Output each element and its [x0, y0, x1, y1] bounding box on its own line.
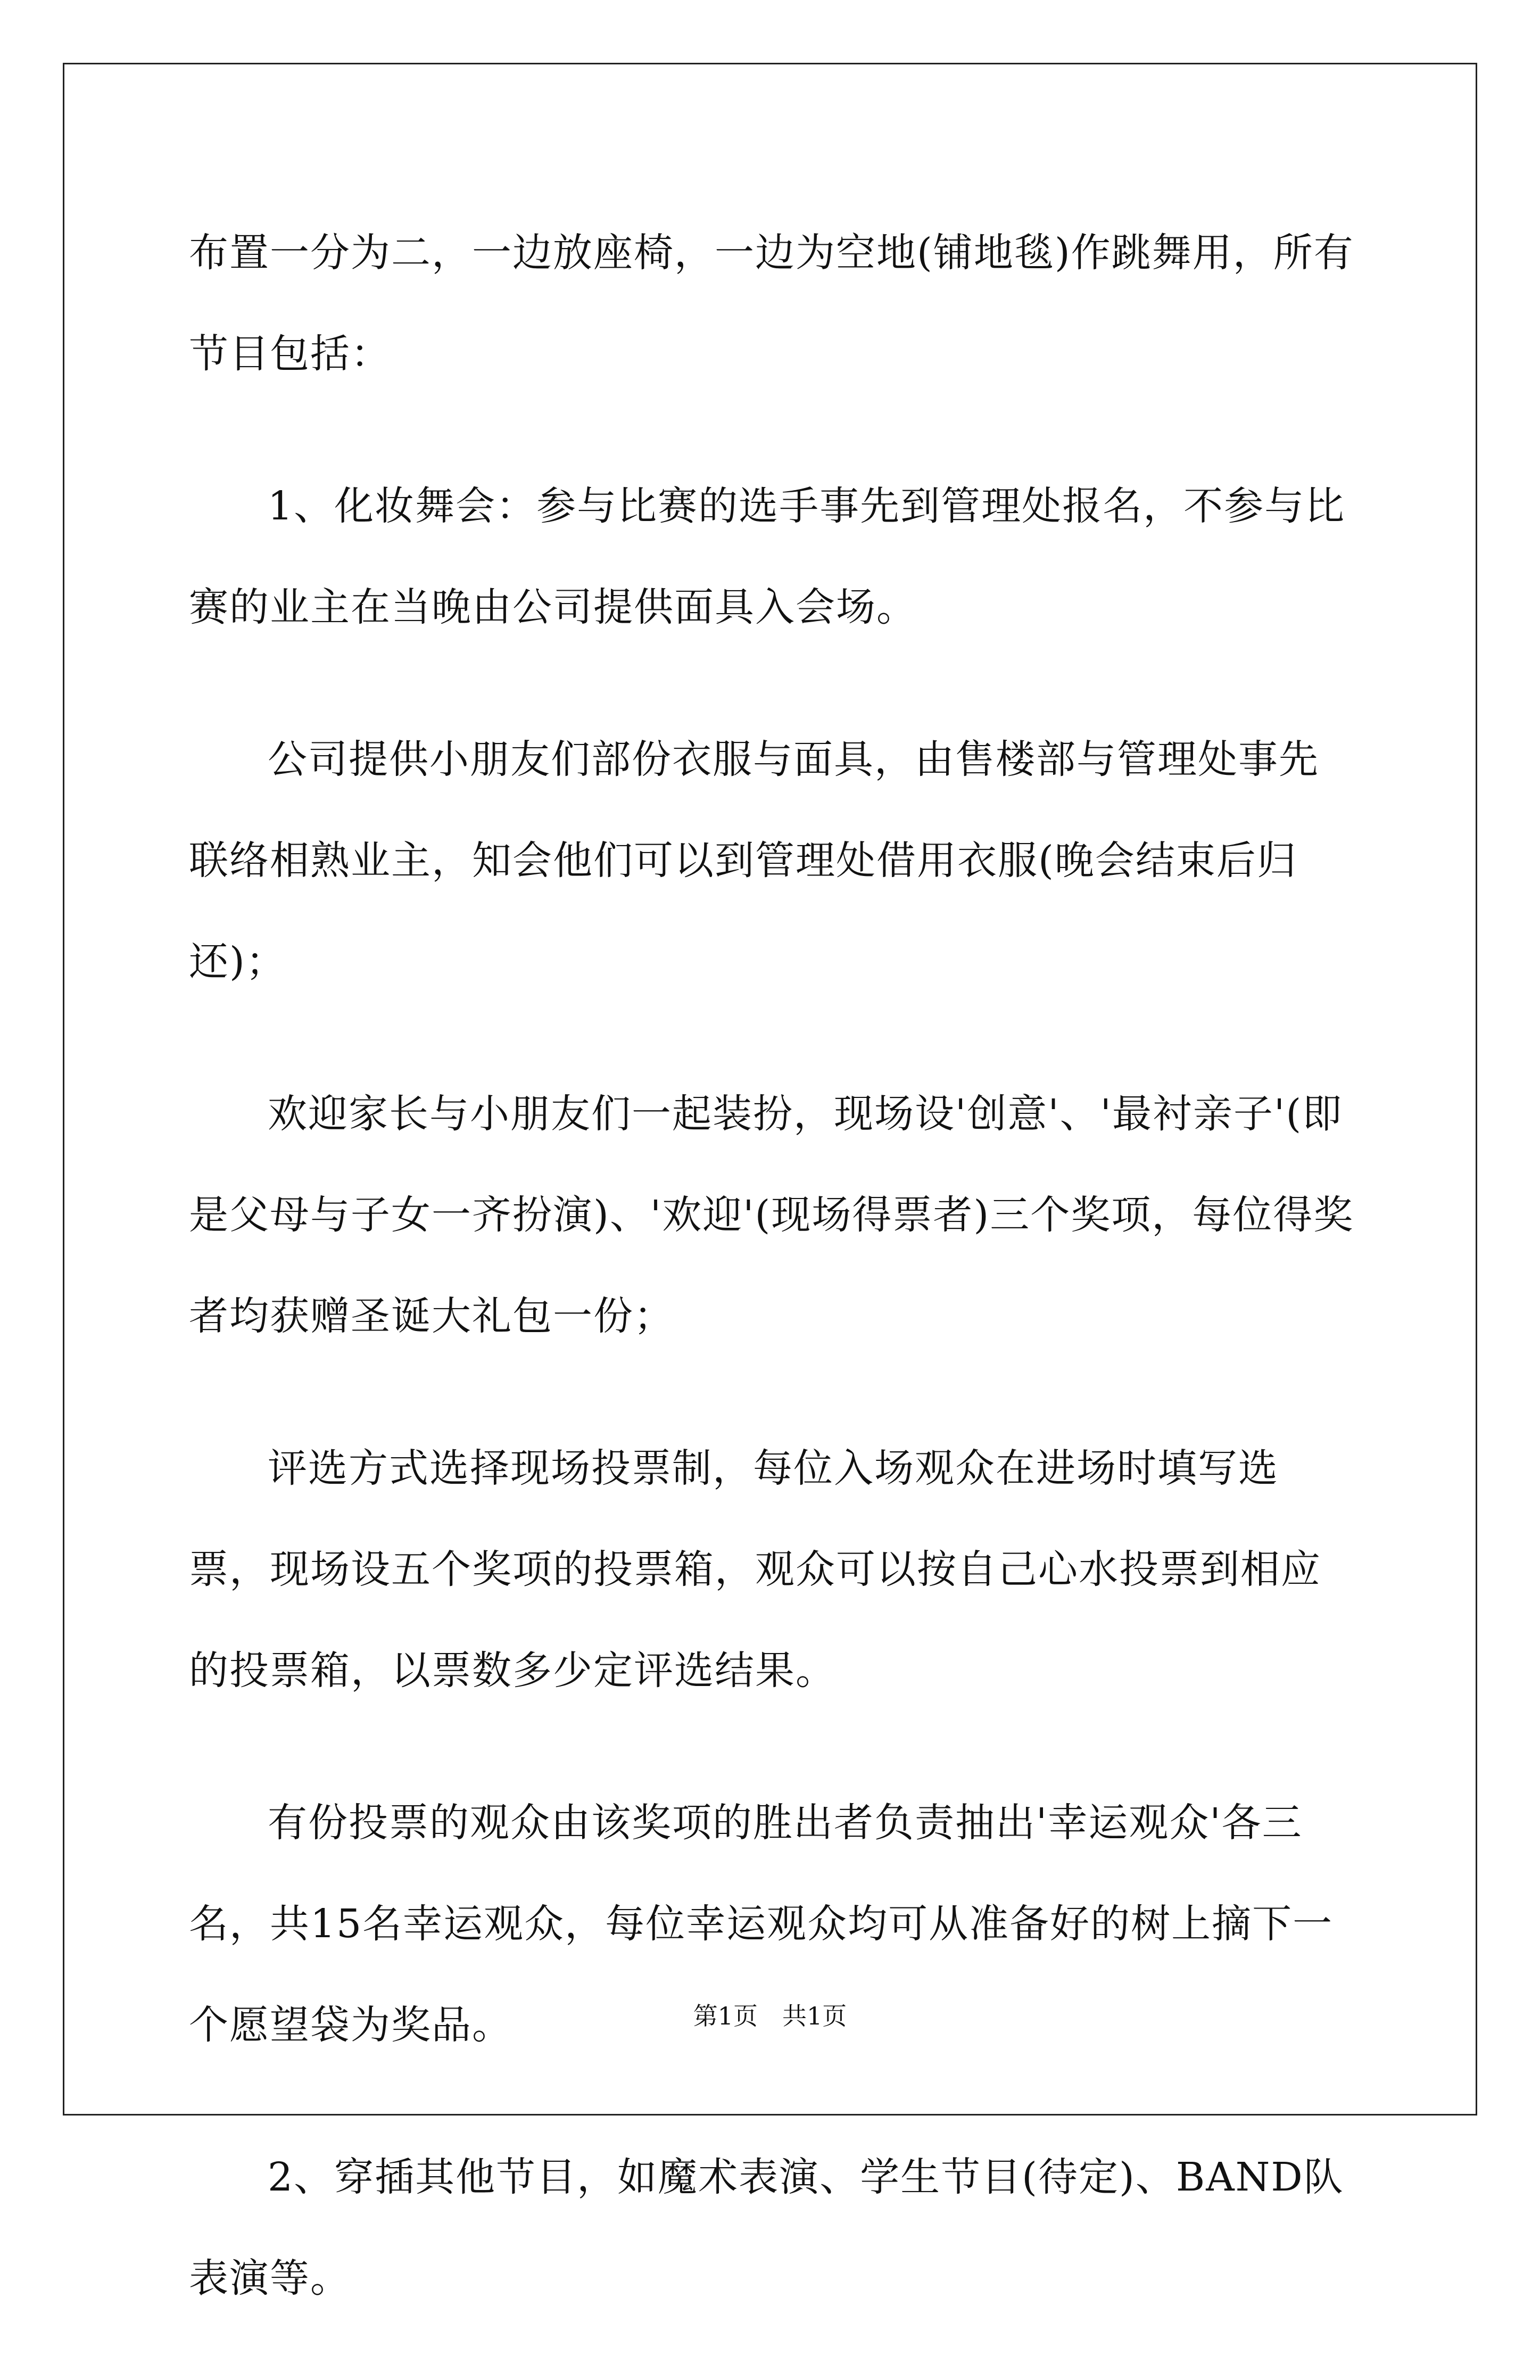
paragraph: 有份投票的观众由该奖项的胜出者负责抽出'幸运观众'各三名，共15名幸运观众，每位幸运观众均可从准备好的树上摘下一个愿望袋为奖品。: [189, 1800, 1334, 2048]
paragraph: 布置一分为二，一边放座椅，一边为空地(铺地毯)作跳舞用，所有节目包括：: [189, 230, 1354, 377]
document-body: [189, 202, 1354, 2380]
page-number-footer: 第1页 共1页: [693, 2002, 847, 2030]
paragraph: 1、化妆舞会：参与比赛的选手事先到管理处报名，不参与比赛的业主在当晚由公司提供面具入会场。: [189, 483, 1346, 630]
paragraph: 欢迎家长与小朋友们一起装扮，现场设'创意'、'最衬亲子'(即是父母与子女一齐扮演)、'欢迎'(现场得票者)三个奖项，每位得奖者均获赠圣诞大礼包一份；: [189, 1091, 1354, 1339]
paragraph: 公司提供小朋友们部份衣服与面具，由售楼部与管理处事先联络相熟业主，知会他们可以到管理处借用衣服(晚会结束后归还)；: [189, 737, 1319, 985]
paragraph: 评选方式选择现场投票制，每位入场观众在进场时填写选票，现场设五个奖项的投票箱，观众可以按自己心水投票到相应的投票箱，以票数多少定评选结果。: [189, 1445, 1321, 1693]
paragraph: 2、穿插其他节目，如魔术表演、学生节目(待定)、BAND队表演等。: [189, 2154, 1344, 2301]
